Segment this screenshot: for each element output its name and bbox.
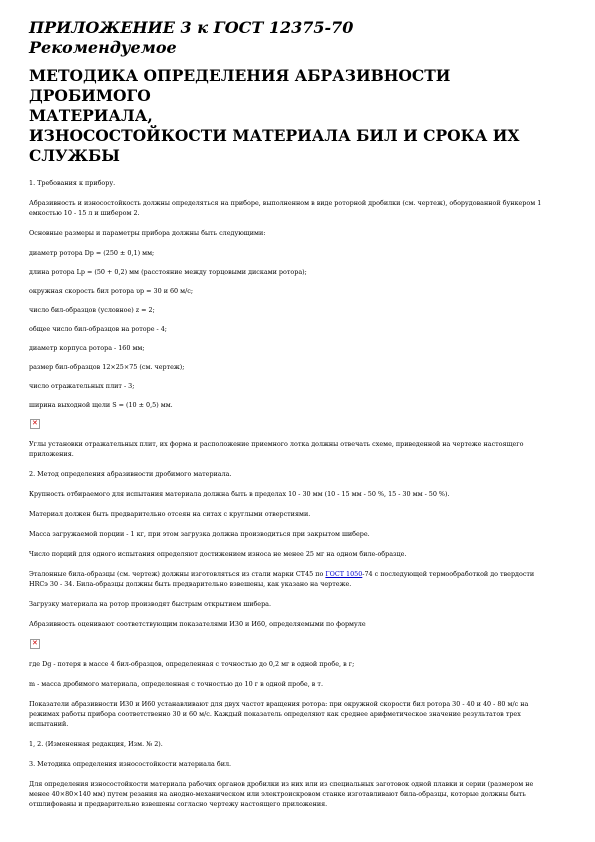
gost-1050-link[interactable]: ГОСТ 1050 xyxy=(325,570,363,578)
title-line: МЕТОДИКА ОПРЕДЕЛЕНИЯ АБРАЗИВНОСТИ ДРОБИМОГО xyxy=(29,66,451,105)
paragraph: Масса загружаемой порции - 1 кг, при этом загрузка должна производиться при закрытом шибере. xyxy=(29,530,370,538)
paragraph: Крупность отбираемого для испытания материала должна быть в пределах 10 - 30 мм (10 - 15 мм - 50 %, 15 - 30 мм - 50 %). xyxy=(29,490,450,498)
broken-image-icon xyxy=(30,639,40,649)
paragraph: Загрузку материала на ротор производят быстрым открытием шибера. xyxy=(29,600,272,608)
broken-image-icon xyxy=(30,419,40,429)
paragraph: диаметр корпуса ротора - 160 мм; xyxy=(29,344,145,352)
paragraph: Абразивность оценивают соответствующим показателями И30 и И60, определяемыми по формуле xyxy=(29,620,366,628)
paragraph: 1. Требования к прибору. xyxy=(29,179,116,187)
paragraph: Для определения износостойкости материала рабочих органов дробилки из них или из специальных заготовок одной плавки и серии (размером не менее 40×80×140 мм) путем резания на анодно-механическом или электроискровом станке изготавливают била-образцы, которые должны быть отшлифованы и предварительно взвешены согласно чертежу настоящего приложения. xyxy=(29,780,534,808)
title-line: ИЗНОСОСТОЙКОСТИ МАТЕРИАЛА БИЛ И СРОКА ИХ xyxy=(29,126,520,145)
paragraph xyxy=(29,569,551,589)
paragraph: где Dg - потеря в массе 4 бил-образцов, определенная с точностью до 0,2 мг в одной пробе, в г; xyxy=(29,660,355,668)
paragraph: Основные размеры и параметры прибора должны быть следующими: xyxy=(29,229,266,237)
paragraph: размер бил-образцов 12×25×75 (см. чертеж); xyxy=(29,363,185,371)
paragraph: Число порций для одного испытания определяют достижением износа не менее 25 мг на одном биле-образце. xyxy=(29,550,407,558)
title-line: СЛУЖБЫ xyxy=(29,146,120,165)
annex-status: Рекомендуемое xyxy=(29,38,177,57)
paragraph: ширина выходной щели S = (10 ± 0,5) мм. xyxy=(29,401,173,409)
paragraph: Абразивность и износостойкость должны определяться на приборе, выполненном в виде роторной дробилки (см. чертеж), оборудованной бункером 1 емкостью 10 - 15 л и шибером 2. xyxy=(29,199,542,217)
paragraph-text: -74 с последующей термообработкой до твердости HRCэ 30 - 34. Била-образцы должны быть предварительно взвешены, как указано на чертеже. xyxy=(29,570,535,588)
paragraph: число отражательных плит - 3; xyxy=(29,382,135,390)
paragraph: 1, 2. (Измененная редакция, Изм. № 2). xyxy=(29,740,163,748)
paragraph: 2. Метод определения абразивности дробимого материала. xyxy=(29,470,232,478)
paragraph: окружная скорость бил ротора υp = 30 и 60 м/с; xyxy=(29,287,194,295)
document-body xyxy=(29,178,551,809)
paragraph: 3. Методика определения износостойкости материала бил. xyxy=(29,760,232,768)
paragraph: Углы установки отражательных плит, их форма и расположение приемного лотка должны отвечать схеме, приведенной на чертеже настоящего приложения. xyxy=(29,440,524,458)
paragraph: диаметр ротора Dp = (250 ± 0,1) мм; xyxy=(29,249,155,257)
paragraph: Материал должен быть предварительно отсеян на ситах с круглыми отверстиями. xyxy=(29,510,311,518)
paragraph-text: Эталонные била-образцы (см. чертеж) должны изготовляться из стали марки СТ45 по xyxy=(29,570,326,578)
paragraph: длина ротора Lp = (50 + 0,2) мм (расстояние между торцовыми дисками ротора); xyxy=(29,268,307,276)
annex-heading: ПРИЛОЖЕНИЕ 3 к ГОСТ 12375-70 xyxy=(29,18,354,37)
paragraph: Показатели абразивности И30 и И60 устанавливают для двух частот вращения ротора: при окружной скорости бил ротора 30 - 40 и 40 - 80 м/с на режимах работы прибора соответственно 30 и 60 м/с. Каждый показатель определяют как среднее арифметическое значение результатов трех испытаний. xyxy=(29,700,529,728)
paragraph: m - масса дробимого материала, определенная с точностью до 10 г в одной пробе, в т. xyxy=(29,680,323,688)
title-line: МАТЕРИАЛА, xyxy=(29,106,153,125)
document-title xyxy=(29,66,551,166)
paragraph: число бил-образцов (условное) z = 2; xyxy=(29,306,155,314)
paragraph: общее число бил-образцов на роторе - 4; xyxy=(29,325,167,333)
